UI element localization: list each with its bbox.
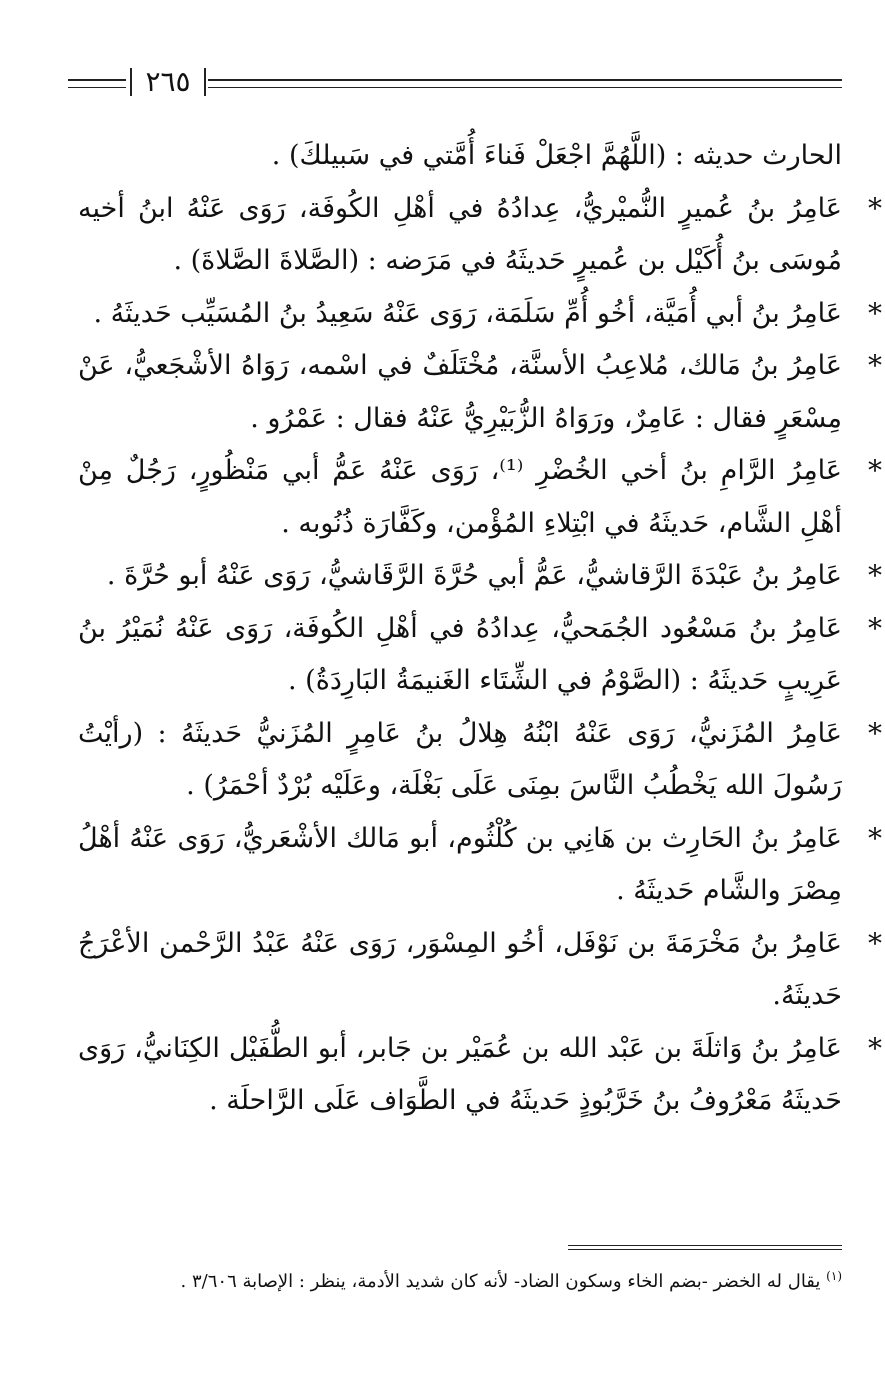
bullet-star-icon: * — [868, 716, 882, 750]
entry-text: عَامِرُ بنُ مَسْعُود الجُمَحيُّ، عِدادُهُ في أهْلِ الكُوفَة، رَوَى عَنْهُ نُمَيْرُ بنُ عَرِيبٍ حَديثَهُ : (الصَّوْمُ في الشِّتَاء الغَنيمَةُ البَارِدَةُ) . — [78, 612, 842, 696]
entry — [78, 813, 882, 918]
page-number: ٢٦٥ — [145, 65, 191, 98]
header-rule-right — [208, 79, 842, 88]
entry — [78, 918, 882, 1023]
entry-text: عَامِرُ بنُ وَاثلَةَ بن عَبْد الله بن عُمَيْر بن جَابر، أبو الطُّفَيْل الكِنَانيُّ، رَوَى حَديثَهُ مَعْرُوفُ بنُ خَرَّبُوذٍ حَديثَهُ في الطَّوَاف عَلَى الرَّاحلَة . — [78, 1032, 842, 1116]
footnote-divider-second — [568, 1249, 842, 1250]
footnote-marker: (١) — [826, 1269, 842, 1283]
entry — [78, 550, 882, 603]
entry-text: عَامِرُ بنُ مَالك، مُلاعِبُ الأسنَّة، مُخْتَلَفٌ في اسْمه، رَوَاهُ الأشْجَعيُّ، عَنْ مِسْعَرٍ فقال : عَامِرٌ، ورَوَاهُ الزُّبَيْرِيُّ عَنْهُ فقال : عَمْرُو . — [78, 350, 842, 434]
entry-text: عَامِرُ بنُ عَبْدَةَ الرَّقاشيُّ، عَمُّ أبي حُرَّةَ الرَّقَاشيُّ، رَوَى عَنْهُ أبو حُرَّةَ . — [106, 560, 842, 591]
entry — [78, 708, 882, 813]
page-body — [78, 130, 882, 1128]
entry — [78, 445, 882, 550]
entry — [78, 1023, 882, 1128]
bullet-star-icon: * — [868, 611, 882, 645]
page-header — [68, 64, 842, 100]
entry — [78, 340, 882, 445]
bullet-star-icon: * — [868, 821, 882, 855]
entry-text: عَامِرُ بنُ مَخْرَمَةَ بن نَوْفَل، أخُو المِسْوَر، رَوَى عَنْهُ عَبْدُ الرَّحْمن الأعْرَجُ حَديثَهُ. — [78, 927, 842, 1011]
header-bar-left — [130, 68, 132, 96]
entry-text: عَامِرُ بنُ أبي أُمَيَّة، أخُو أُمِّ سَلَمَة، رَوَى عَنْهُ سَعِيدُ بنُ المُسَيِّب حَديثَهُ . — [93, 297, 842, 329]
entry — [78, 288, 882, 341]
bullet-star-icon: * — [868, 926, 882, 960]
bullet-star-icon: * — [868, 454, 882, 487]
entry — [78, 603, 882, 708]
bullet-star-icon: * — [868, 349, 882, 382]
bullet-star-icon: * — [868, 296, 882, 330]
header-rule-left — [68, 79, 126, 88]
entry-text: عَامِرُ بنُ عُميرٍ النُّميْريُّ، عِدادُهُ في أهْلِ الكُوفَة، رَوَى عَنْهُ ابنُ أخيه مُوسَى بنُ أُكَيْل بن عُميرٍ حَديثَهُ في مَرَضه : (الصَّلاةَ الصَّلاةَ) . — [78, 192, 842, 276]
entry-continuation — [78, 130, 842, 183]
header-bar-right — [204, 68, 206, 96]
entry-text: عَامِرُ المُزَنيُّ، رَوَى عَنْهُ ابْنُهُ هِلالُ بنُ عَامِرٍ المُزَنيُّ حَديثَهُ : (رأيْتُ رَسُولَ الله يَخْطُبُ النَّاسَ بمِنَى عَلَى بَغْلَة، وعَلَيْه بُرْدٌ أحْمَرُ) . — [78, 717, 842, 801]
entry-text: عَامِرُ الرَّامِ بنُ أخي الخُضْرِ ⁽¹⁾، رَوَى عَنْهُ عَمُّ أبي مَنْظُورٍ، رَجُلٌ مِنْ أهْلِ الشَّام، حَديثَهُ في ابْتِلاءِ المُؤْمن، وكَفَّارَة ذُنُوبه . — [78, 455, 842, 539]
entry — [78, 183, 882, 288]
footnote — [120, 1262, 842, 1296]
bullet-star-icon: * — [868, 191, 882, 225]
entry-text: عَامِرُ بنُ الحَارِث بن هَانِي بن كُلْثُوم، أبو مَالك الأشْعَريُّ، رَوَى عَنْهُ أهْلُ مِصْرَ والشَّام حَديثَهُ . — [78, 822, 842, 906]
entry-text: الحارث حديثه : (اللَّهُمَّ اجْعَلْ فَناءَ أُمَّتي في سَبيلكَ) . — [271, 140, 842, 171]
bullet-star-icon: * — [868, 559, 882, 592]
footnote-divider — [568, 1245, 842, 1246]
footnote-text: يقال له الخضر -بضم الخاء وسكون الضاد- لأنه كان شديد الأدمة، ينظر : الإصابة ٣/٦٠٦ . — [180, 1271, 821, 1292]
bullet-star-icon: * — [868, 1031, 882, 1065]
